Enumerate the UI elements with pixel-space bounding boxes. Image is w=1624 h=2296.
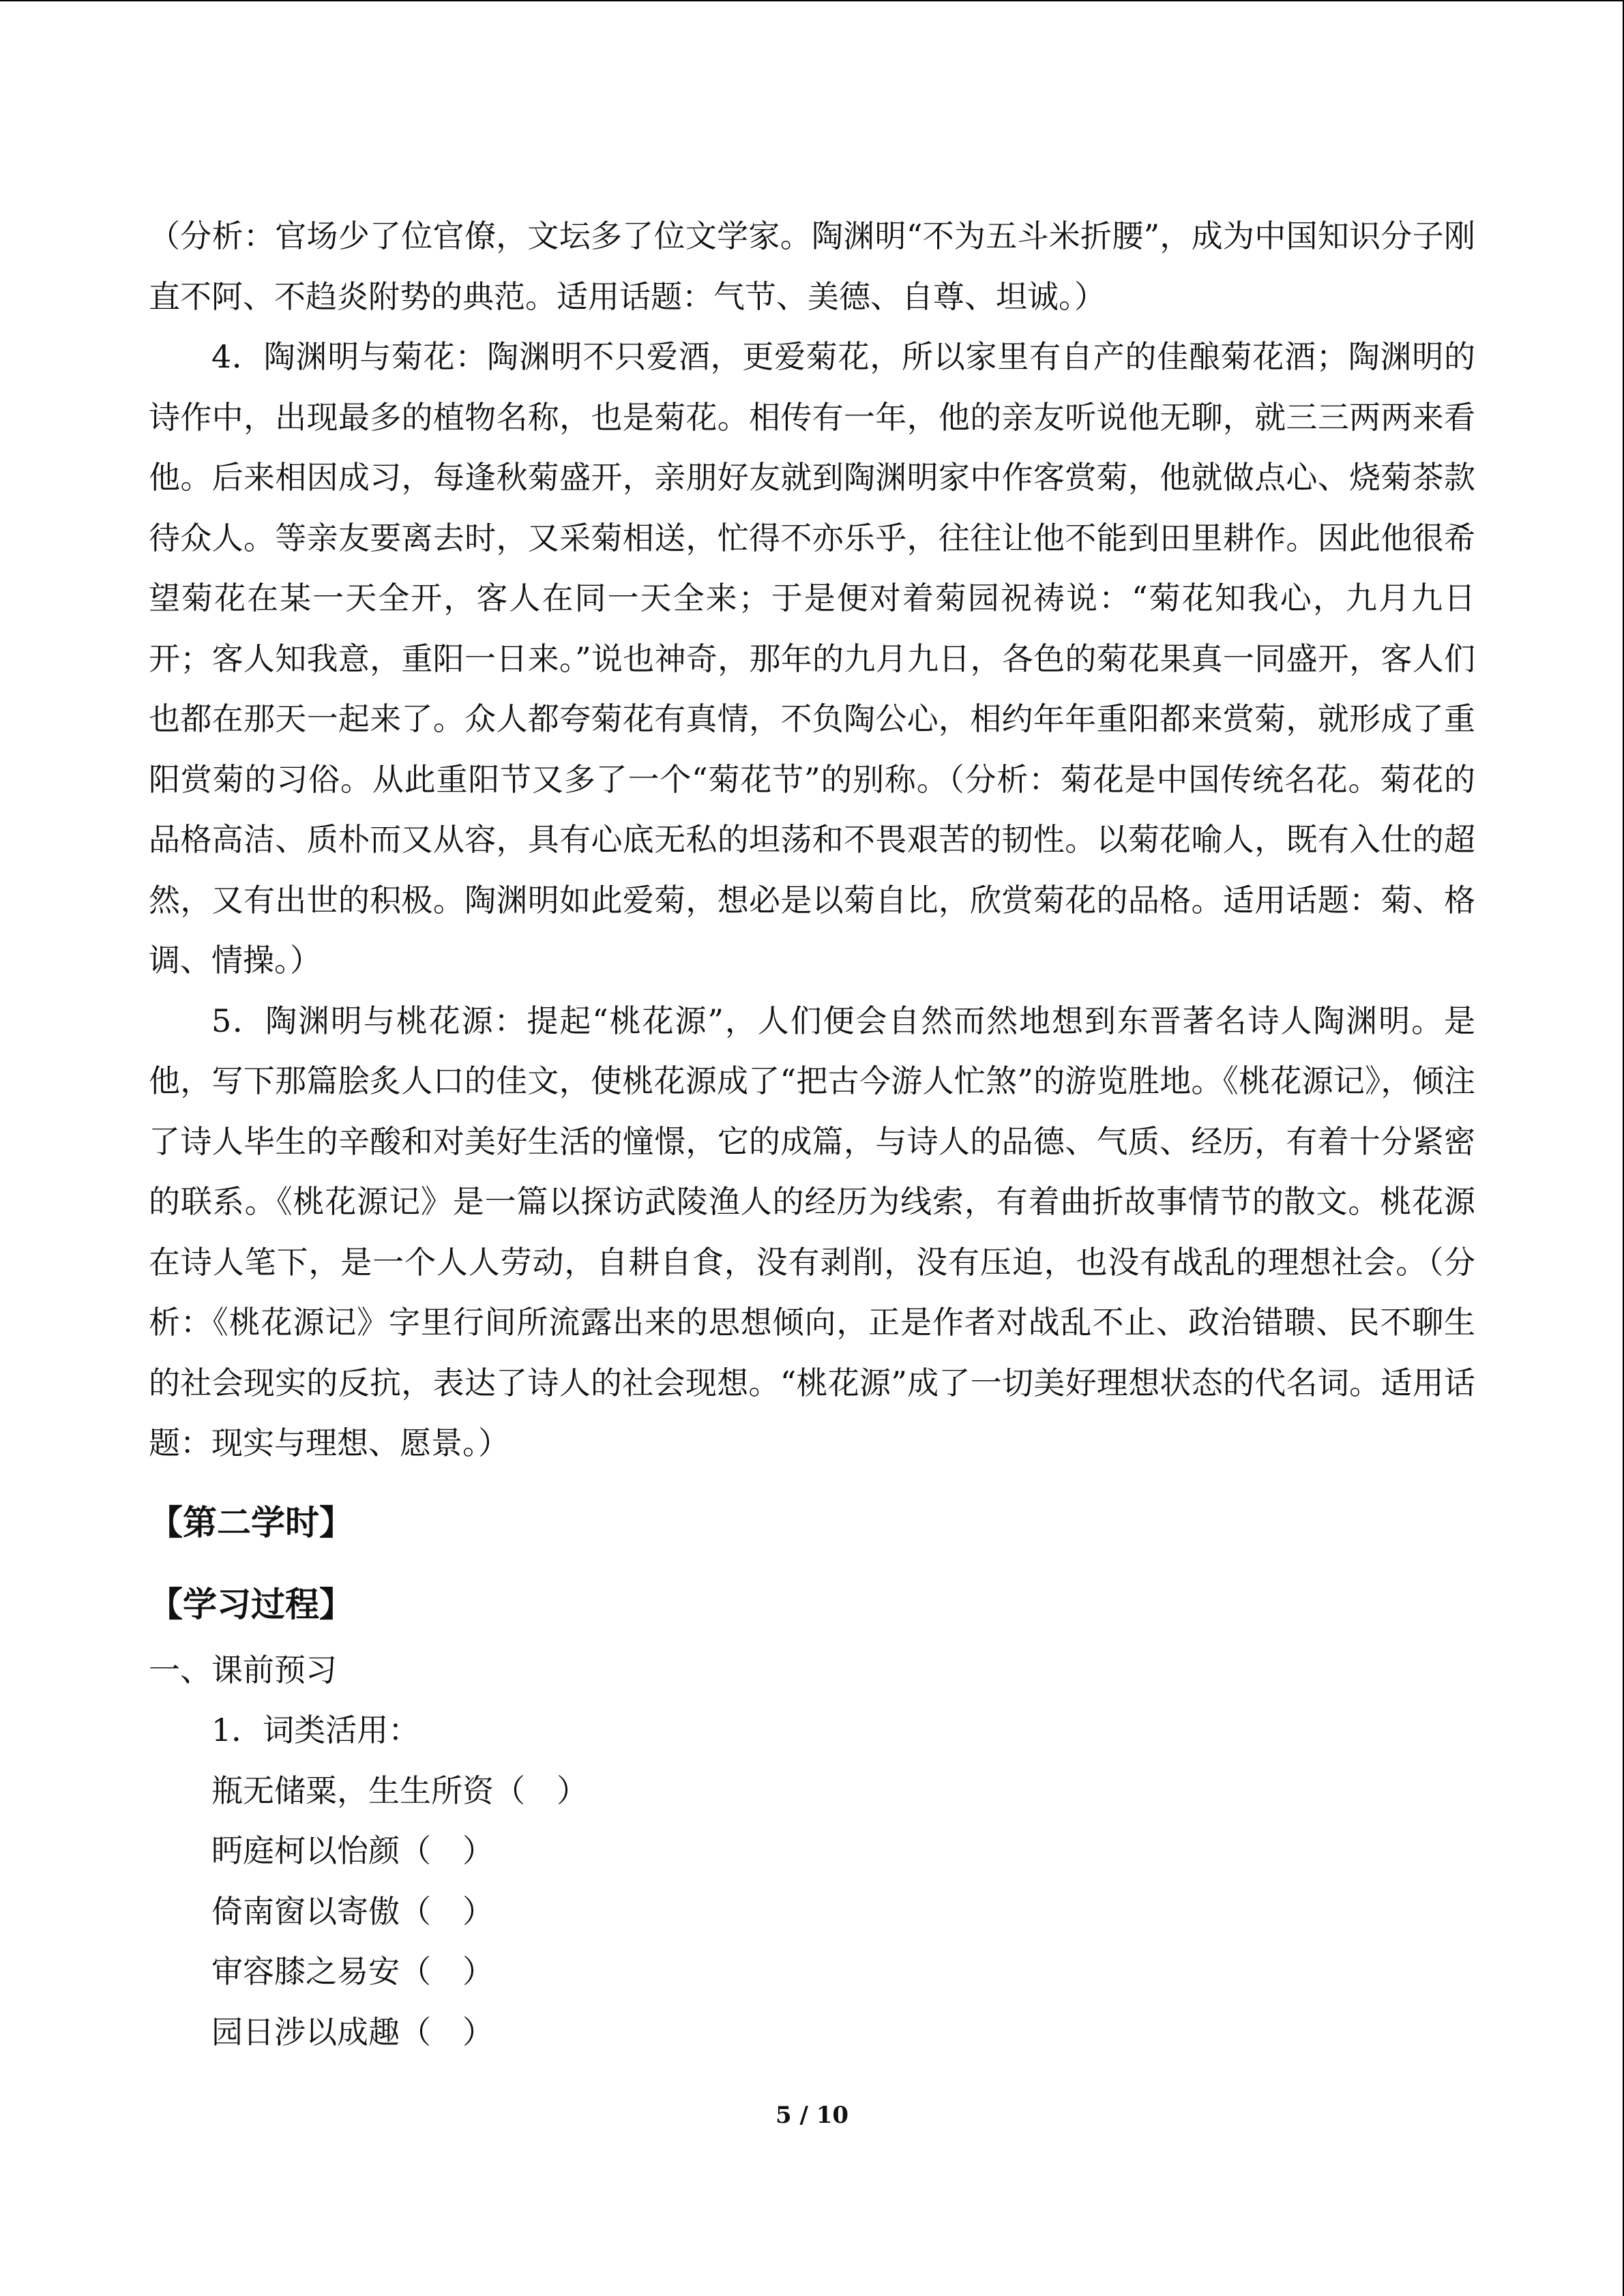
exercise-item: 园日涉以成趣（ ） — [211, 2013, 494, 2051]
page-content — [149, 206, 1475, 2062]
page-number: 5 / 10 — [775, 2102, 849, 2129]
heading-learning-process: 【学习过程】 — [149, 1584, 353, 1624]
paragraph-chrysanthemum: 4．陶渊明与菊花：陶渊明不只爱酒，更爱菊花，所以家里有自产的佳酿菊花酒；陶渊明的诗作中，出现最多的植物名称，也是菊花。相传有一年，他的亲友听说他无聊，就三三两两来看他。后来相因成习，每逢秋菊盛开，亲朋好友就到陶渊明家中作客赏菊，他就做点心、烧菊茶款待众人。等亲友要离去时，又采菊相送，忙得不亦乐乎，往往让他不能到田里耕作。因此他很希望菊花在某一天全开，客人在同一天全来；于是便对着菊园祝祷说：“菊花知我心，九月九日开；客人知我意，重阳一日来。”说也神奇，那年的九月九日，各色的菊花果真一同盛开，客人们也都在那天一起来了。众人都夸菊花有真情，不负陶公心，相约年年重阳都来赏菊，就形成了重阳赏菊的习俗。从此重阳节又多了一个“菊花节”的别称。（分析：菊花是中国传统名花。菊花的品格高洁、质朴而又从容，具有心底无私的坦荡和不畏艰苦的韧性。以菊花喻人，既有入仕的超然，又有出世的积极。陶渊明如此爱菊，想必是以菊自比，欣赏菊花的品格。适用话题：菊、格调、情操。） — [149, 338, 1475, 979]
exercise-item: 倚南窗以寄傲（ ） — [211, 1892, 494, 1930]
paragraph-analysis-1: （分析：官场少了位官僚，文坛多了位文学家。陶渊明“不为五斗米折腰”，成为中国知识分子刚直不阿、不趋炎附势的典范。适用话题：气节、美德、自尊、坦诚。） — [149, 218, 1475, 315]
paragraph-peach-blossom: 5．陶渊明与桃花源：提起“桃花源”，人们便会自然而然地想到东晋著名诗人陶渊明。是他，写下那篇脍炙人口的佳文，使桃花源成了“把古今游人忙煞”的游览胜地。《桃花源记》，倾注了诗人毕生的辛酸和对美好生活的憧憬，它的成篇，与诗人的品德、气质、经历，有着十分紧密的联系。《桃花源记》是一篇以探访武陵渔人的经历为线索，有着曲折故事情节的散文。桃花源在诗人笔下，是一个人人劳动，自耕自食，没有剥削，没有压迫，也没有战乱的理想社会。（分析：《桃花源记》字里行间所流露出来的思想倾向，正是作者对战乱不止、政治错聩、民不聊生的社会现实的反抗，表达了诗人的社会现想。“桃花源”成了一切美好理想状态的代名词。适用话题：现实与理想、愿景。） — [149, 1002, 1475, 1461]
section-title: 一、课前预习 — [149, 1651, 337, 1688]
section-subtitle: 1．词类活用： — [211, 1712, 420, 1748]
exercise-item: 眄庭柯以怡颜（ ） — [211, 1832, 494, 1869]
heading-second-lesson: 【第二学时】 — [149, 1502, 353, 1542]
exercise-item: 瓶无储粟，生生所资（ ） — [211, 1772, 588, 1809]
exercise-item: 审容膝之易安（ ） — [211, 1953, 494, 1990]
